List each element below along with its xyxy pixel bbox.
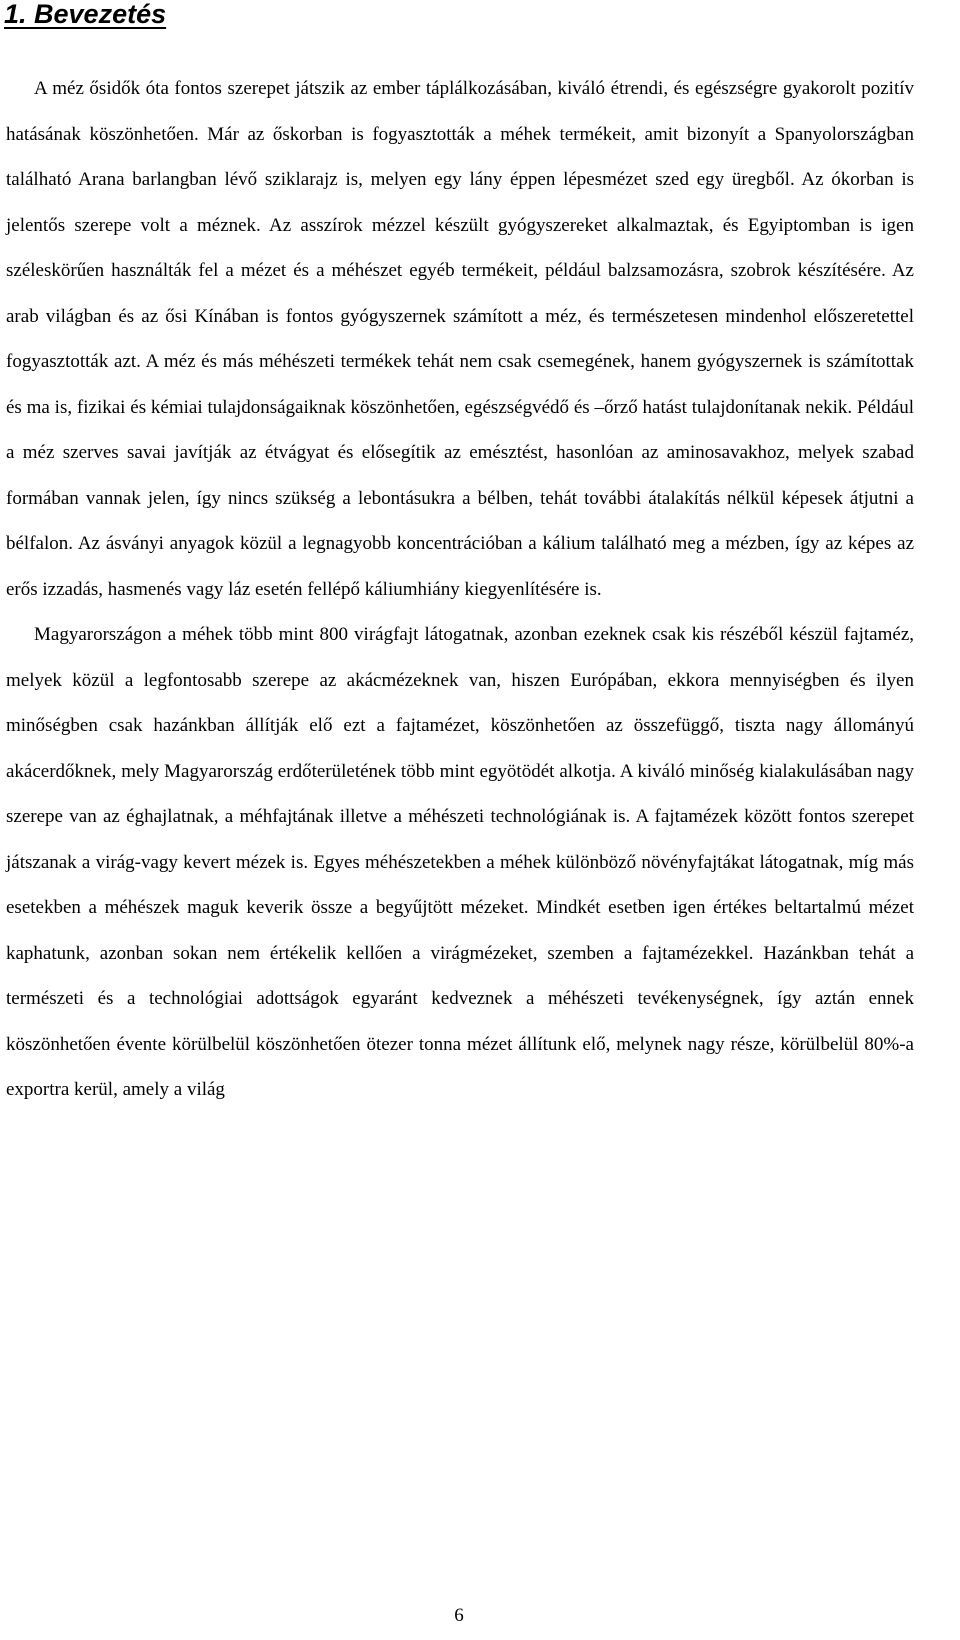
- paragraph-hungary: Magyarországon a méhek több mint 800 virágfajt látogatnak, azonban ezeknek csak kis részéből készül fajtaméz, melyek közül a legfontosabb szerepe az akácmézeknek van, hiszen Európában, ekkora mennyiségben és ilyen minőségben csak hazánkban állítják elő ezt a fajtamézet, köszönhetően az összefüggő, tiszta nagy állományú akácerdőknek, mely Magyarország erdőterületének több mint egyötödét alkotja. A kiváló minőség kialakulásában nagy szerepe van az éghajlatnak, a méhfajtának illetve a méhészeti technológiának is. A fajtamézek között fontos szerepet játszanak a virág-vagy kevert mézek is. Egyes méhészetekben a méhek különböző növényfajtákat látogatnak, míg más esetekben a méhészek maguk keverik össze a begyűjtött mézeket. Mindkét esetben igen értékes beltartalmú mézet kaphatunk, azonban sokan nem értékelik kellően a virágmézeket, szemben a fajtamézekkel. Hazánkban tehát a természeti és a technológiai adottságok egyaránt kedveznek a méhészeti tevékenységnek, így aztán ennek köszönhetően évente körülbelül köszönhetően ötezer tonna mézet állítunk elő, melynek nagy része, körülbelül 80%-a exportra kerül, amely a világ: [6, 624, 914, 1100]
- body-text: [6, 66, 914, 1113]
- section-heading: 1. Bevezetés: [4, 0, 167, 29]
- paragraph-history: A méz ősidők óta fontos szerepet játszik az ember táplálkozásában, kiváló étrendi, és egészségre gyakorolt pozitív hatásának köszönhetően. Már az őskorban is fogyasztották a méhek termékeit, amit bizonyít a Spanyolországban található Arana barlangban lévő sziklarajz is, melyen egy lány éppen lépesmézet szed egy üregből. Az ókorban is jelentős szerepe volt a méznek. Az asszírok mézzel készült gyógyszereket alkalmaztak, és Egyiptomban is igen széleskörűen használták fel a mézet és a méhészet egyéb termékeit, például balzsamozásra, szobrok készítésére. Az arab világban és az ősi Kínában is fontos gyógyszernek számított a méz, és természetesen mindenhol előszeretettel fogyasztották azt. A méz és más méhészeti termékek tehát nem csak csemegének, hanem gyógyszernek is számítottak és ma is, fizikai és kémiai tulajdonságaiknak köszönhetően, egészségvédő és –őrző hatást tulajdonítanak nekik. Például a méz szerves savai javítják az étvágyat és elősegítik az emésztést, hasonlóan az aminosavakhoz, melyek szabad formában vannak jelen, így nincs szükség a lebontásukra a bélben, tehát további átalakítás nélkül képesek átjutni a bélfalon. Az ásványi anyagok közül a legnagyobb koncentrációban a kálium található meg a mézben, így az képes az erős izzadás, hasmenés vagy láz esetén fellépő káliumhiány kiegyenlítésére is.: [6, 78, 914, 600]
- page-number: 6: [454, 1605, 464, 1626]
